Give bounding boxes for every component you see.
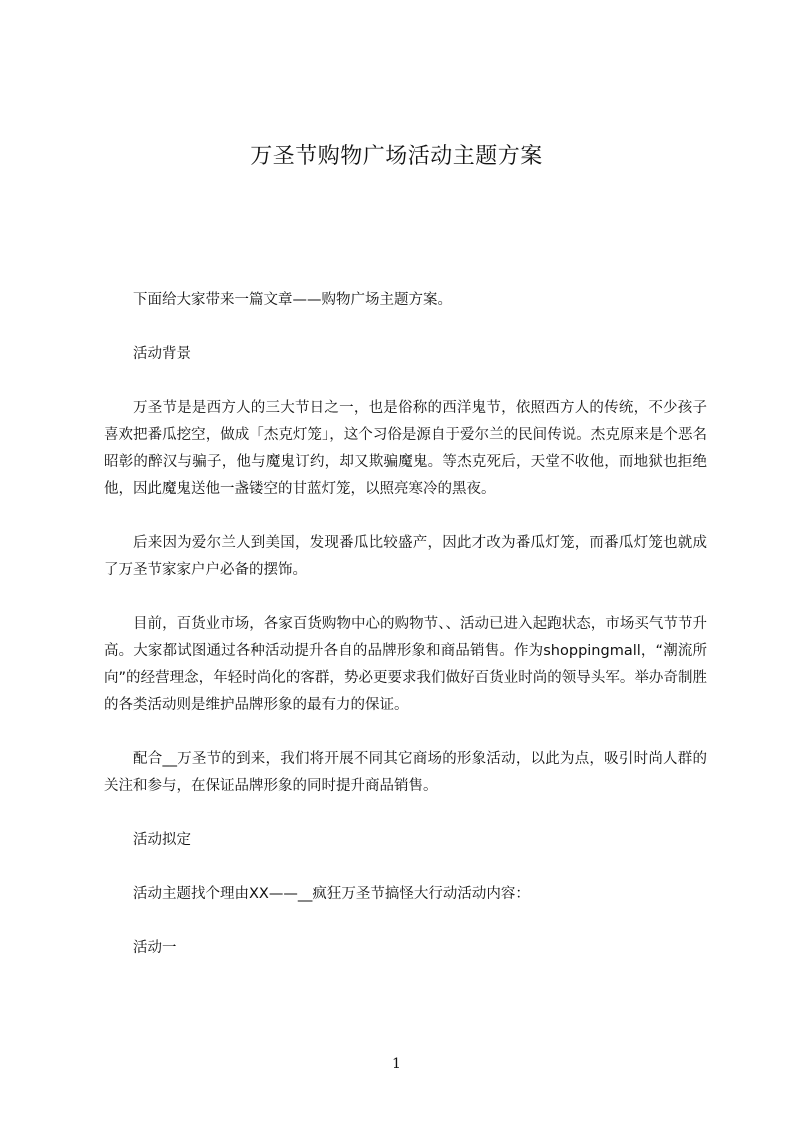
paragraph-pumpkin-lantern: 后来因为爱尔兰人到美国，发现番瓜比较盛产，因此才改为番瓜灯笼，而番瓜灯笼也就成了万圣节家家户户必备的摆饰。	[104, 535, 707, 578]
heading-activity-one: 活动一	[133, 940, 177, 956]
document-title: 万圣节购物广场活动主题方案	[250, 144, 543, 169]
paragraph-market-status: 目前，百货业市场，各家百货购物中心的购物节、、活动已进入起跑状态，市场买气节节升高。大家都试图通过各种活动提升各自的品牌形象和商品销售。作为shoppingmall，“潮流所向”的经营理念，年轻时尚化的客群，势必更要求我们做好百货业时尚的领导头军。举办奇制胜的各类活动则是维护品牌形象的最有力的保证。	[104, 616, 707, 713]
paragraph-halloween-origin: 万圣节是是西方人的三大节日之一，也是俗称的西洋鬼节，依照西方人的传统，不少孩子喜欢把番瓜挖空，做成「杰克灯笼」，这个习俗是源自于爱尔兰的民间传说。杰克原来是个恶名昭彰的醉汉与骗子，他与魔鬼订约，却又欺骗魔鬼。等杰克死后，天堂不收他，而地狱也拒绝他，因此魔鬼送他一盏镂空的甘蓝灯笼，以照亮寒冷的黑夜。	[104, 400, 707, 497]
page-number: 1	[392, 1056, 401, 1072]
paragraph-activity-goal: 配合__万圣节的到来，我们将开展不同其它商场的形象活动，以此为点，吸引时尚人群的关注和参与，在保证品牌形象的同时提升商品销售。	[104, 751, 707, 794]
paragraph-intro: 下面给大家带来一篇文章——购物广场主题方案。	[133, 292, 452, 308]
document-body	[104, 287, 707, 962]
heading-activity-plan: 活动拟定	[133, 832, 191, 848]
heading-background: 活动背景	[133, 346, 191, 362]
paragraph-activity-theme: 活动主题找个理由XX——__疯狂万圣节搞怪大行动活动内容：	[133, 886, 530, 902]
